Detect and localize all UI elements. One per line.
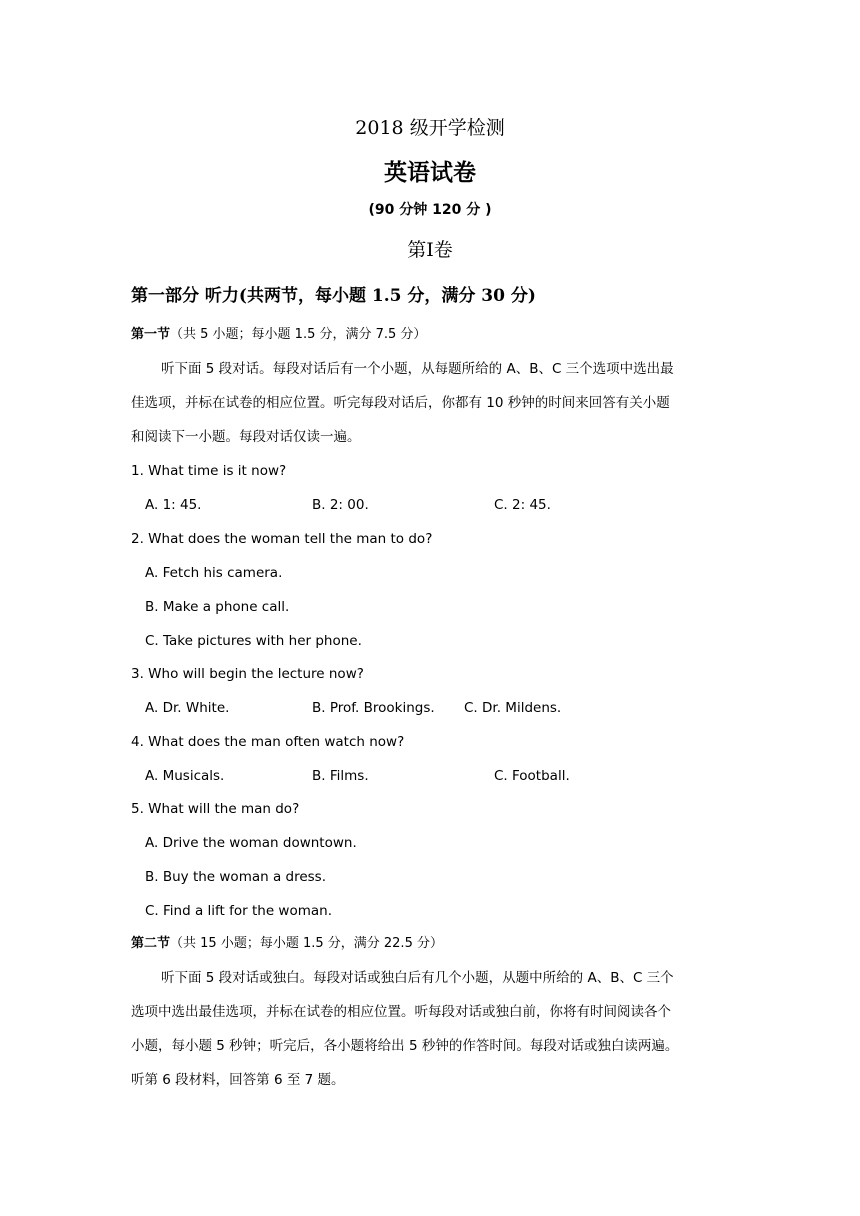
volume-label: 第Ⅰ卷 [407, 239, 453, 261]
exam-title: 英语试卷 [384, 159, 476, 186]
question-4: 4. What does the man often watch now? [131, 734, 405, 750]
section-one-instruction-line: 和阅读下一小题。每段对话仅读一遍。 [131, 429, 361, 445]
question-2-option-c: C. Take pictures with her phone. [145, 633, 362, 649]
exam-duration-score: (90 分钟 120 分 ) [368, 202, 492, 218]
question-2-option-b: B. Make a phone call. [145, 599, 290, 615]
section-two-instruction-line: 听第 6 段材料，回答第 6 至 7 题。 [131, 1072, 345, 1088]
question-1-option-c: C. 2: 45. [494, 497, 551, 513]
question-1: 1. What time is it now? [131, 463, 287, 479]
question-3: 3. Who will begin the lecture now? [131, 666, 364, 682]
section-two-info: （共 15 小题；每小题 1.5 分，满分 22.5 分） [170, 936, 443, 951]
question-1-option-b: B. 2: 00. [312, 497, 369, 513]
question-4-option-a: A. Musicals. [145, 768, 225, 784]
question-5-option-a: A. Drive the woman downtown. [145, 835, 357, 851]
section-two-instruction-line: 听下面 5 段对话或独白。每段对话或独白后有几个小题，从题中所给的 A、B、C 三个 [161, 970, 674, 986]
question-4-option-c: C. Football. [494, 768, 570, 784]
question-4-option-b: B. Films. [312, 768, 369, 784]
question-3-option-c: C. Dr. Mildens. [464, 700, 562, 716]
exam-heading: 2018 级开学检测 [355, 117, 505, 139]
section-two-instruction-line: 选项中选出最佳选项，并标在试卷的相应位置。听每段对话或独白前，你将有时间阅读各个 [131, 1004, 671, 1020]
question-3-option-b: B. Prof. Brookings. [312, 700, 435, 716]
section-one-info: （共 5 小题；每小题 1.5 分，满分 7.5 分） [170, 327, 427, 342]
question-2: 2. What does the woman tell the man to do? [131, 531, 433, 547]
question-3-option-a: A. Dr. White. [145, 700, 230, 716]
section-one-heading [131, 326, 426, 344]
question-2-option-a: A. Fetch his camera. [145, 565, 283, 581]
section-one-instruction-line: 佳选项，并标在试卷的相应位置。听完每段对话后，你都有 10 秒钟的时间来回答有关小题 [131, 395, 670, 411]
question-5-option-b: B. Buy the woman a dress. [145, 869, 327, 885]
section-two-instruction-line: 小题，每小题 5 秒钟；听完后，各小题将给出 5 秒钟的作答时间。每段对话或独白读两遍。 [131, 1038, 679, 1054]
section-two-label: 第二节 [131, 936, 171, 951]
question-5-option-c: C. Find a lift for the woman. [145, 903, 332, 919]
section-one-instruction-line: 听下面 5 段对话。每段对话后有一个小题，从每题所给的 A、B、C 三个选项中选出最 [161, 361, 674, 377]
question-5: 5. What will the man do? [131, 801, 300, 817]
section-two-heading [131, 935, 443, 953]
part-one-heading: 第一部分 听力(共两节，每小题 1.5 分，满分 30 分) [131, 286, 536, 306]
section-one-label: 第一节 [131, 327, 171, 342]
question-1-option-a: A. 1: 45. [145, 497, 202, 513]
